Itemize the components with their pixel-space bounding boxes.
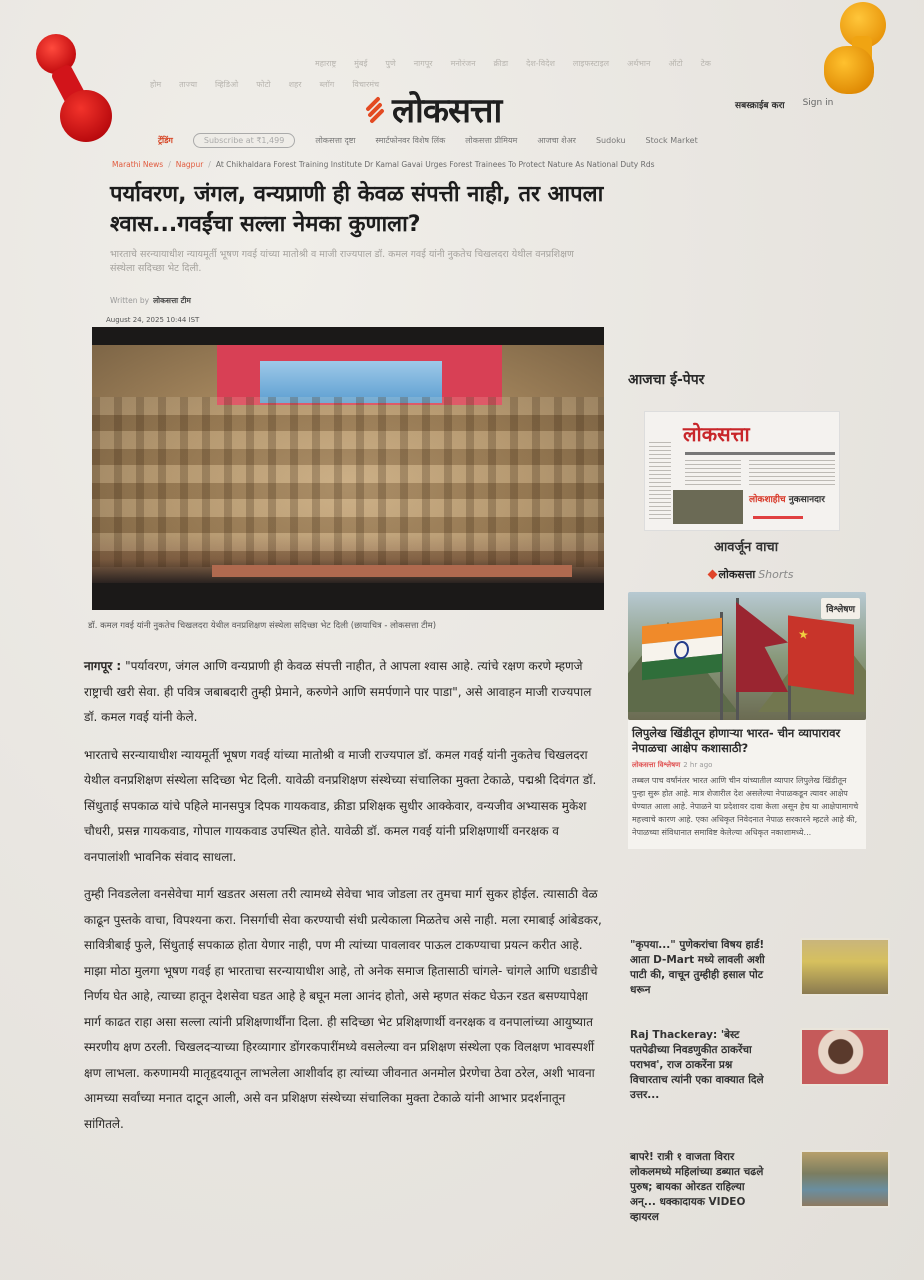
related-story-thumbnail[interactable]: [800, 938, 890, 996]
epaper-heading: आजचा ई-पेपर: [628, 372, 705, 388]
nav-item[interactable]: पुणे: [385, 59, 396, 68]
nav-item[interactable]: व्हिडिओ: [215, 80, 239, 89]
related-story-thumbnail[interactable]: [800, 1028, 890, 1086]
article-body: [84, 654, 604, 1149]
nav-item[interactable]: क्रीडा: [493, 59, 509, 68]
shorts-meta: लोकसत्ता विश्लेषण 2 hr ago: [632, 761, 713, 769]
india-flag-image: [642, 618, 722, 680]
subnav-item[interactable]: Sudoku: [595, 136, 626, 145]
nav-item[interactable]: नागपूर: [413, 59, 433, 68]
article-hero-image: [92, 327, 604, 610]
byline: [110, 296, 191, 306]
site-logo[interactable]: [362, 86, 501, 132]
loksatta-diamond-icon: [707, 570, 717, 580]
nav-item[interactable]: अर्थभान: [627, 59, 651, 68]
publish-date: August 24, 2025 10:44 IST: [106, 316, 200, 324]
shorts-image: [628, 592, 866, 720]
nav-item[interactable]: ऑटो: [668, 59, 683, 68]
epaper-logo: लोकसत्ता: [683, 422, 750, 446]
nav-item[interactable]: देश-विदेश: [526, 59, 555, 68]
image-caption: डॉ. कमल गवई यांनी नुकतेच चिखलदरा येथील वनप्रशिक्षण संस्थेला सदिच्छा भेट दिली (छायाचित्र - लोकसत्ता टीम): [88, 621, 437, 631]
written-by-label: Written by: [110, 296, 150, 305]
trending-label[interactable]: ट्रेंडिंग: [158, 136, 173, 145]
sign-in-link[interactable]: Sign in: [802, 98, 834, 108]
logo-text: लोकसत्ता: [392, 91, 502, 131]
article-dek: भारताचे सरन्यायाधीश न्यायमूर्ती भूषण गवई यांच्या मातोश्री व माजी राज्यपाल डॉ. कमल गवई यांनी नुकतेच चिखलदरा येथील वनप्रशिक्षण संस्थेला सदिच्छा भेट दिली.: [110, 249, 574, 274]
header-actions: [735, 98, 833, 111]
subscribe-pill-button[interactable]: Subscribe at ₹1,499: [193, 133, 295, 148]
yellow-pushpin: [818, 0, 898, 95]
article-title: पर्यावरण, जंगल, वन्यप्राणी ही केवळ संपत्ती नाही, तर आपला श्वास...गवईंचा सल्ला नेमका कुणाला?: [110, 182, 604, 237]
subnav-item[interactable]: Stock Market: [645, 136, 698, 145]
breadcrumb: Marathi News / Nagpur / At Chikhaldara Forest Training Institute Dr Kamal Gavai Urges Forest Trainees To Protect Nature As National Duty Rds: [112, 160, 655, 169]
epaper-thumbnail[interactable]: [644, 411, 840, 531]
related-story[interactable]: [630, 1150, 890, 1225]
analysis-badge: विश्लेषण: [821, 598, 860, 619]
shorts-heading[interactable]: लोकसत्ता Shorts: [612, 567, 890, 582]
related-story-thumbnail[interactable]: [800, 1150, 890, 1208]
related-story[interactable]: [630, 938, 890, 998]
nav-item[interactable]: ब्लॉग: [319, 80, 335, 89]
subnav-item[interactable]: लोकसत्ता प्रीमियम: [465, 136, 518, 145]
nav-item[interactable]: शहर: [288, 80, 302, 89]
related-story-title[interactable]: "कृपया..." पुणेकरांचा विषय हार्ड! आता D-Mart मध्ये लावली अशी पाटी की, वाचून तुम्हीही हसाल पोट धरून: [630, 939, 765, 996]
nav-item[interactable]: मुंबई: [354, 59, 368, 68]
subnav-item[interactable]: स्मार्टफोनवर विशेष लिंक: [375, 136, 446, 145]
red-pushpin: [36, 30, 116, 125]
nav-item[interactable]: ताज्या: [179, 80, 198, 89]
paragraph: नागपूर : "पर्यावरण, जंगल आणि वन्यप्राणी ही केवळ संपत्ती नाहीत, ते आपला श्वास आहे. त्यांचे रक्षण करणे म्हणजे राष्ट्राची खरी सेवा. ही पवित्र जबाबदारी तुम्ही प्रेमाने, करुणेने आणि समर्पणाने पार पाडा", असे आवाहन माजी राज्यपाल डॉ. कमल गवई यांनी केले.: [84, 659, 592, 724]
shorts-headline[interactable]: लिपुलेख खिंडीतून होणाऱ्या भारत- चीन व्यापारावर नेपाळचा आक्षेप कशासाठी?: [632, 726, 841, 755]
nav-item[interactable]: टेक: [700, 59, 711, 68]
nav-item[interactable]: होम: [150, 80, 162, 89]
related-story[interactable]: [630, 1028, 890, 1103]
nav-item[interactable]: लाइफस्टाइल: [572, 59, 610, 68]
china-flag-image: ★: [788, 615, 854, 694]
related-story-title[interactable]: बापरे! रात्री १ वाजता विरार लोकलमध्ये महिलांच्या डब्यात चढले पुरुष; बायका ओरडत राहिल्या अन्... धक्कादायक VIDEO व्हायरल: [630, 1151, 764, 1223]
author-link[interactable]: लोकसत्ता टीम: [153, 296, 191, 305]
nav-item[interactable]: फोटो: [256, 80, 271, 89]
nav-item[interactable]: महाराष्ट्र: [315, 59, 337, 68]
breadcrumb-item[interactable]: Nagpur: [175, 160, 204, 169]
shorts-card[interactable]: [628, 592, 866, 849]
sidebar: [622, 370, 890, 849]
paragraph: तुम्ही निवडलेला वनसेवेचा मार्ग खडतर असला तरी त्यामध्ये सेवेचा भाव जोडला तर तुमचा मार्ग सुकर होईल. त्यासाठी वेळ काढून पुस्तके वाचा, विपश्यना करा. निसर्गाची सेवा करण्याची संधी प्रत्येकाला मिळतेच असे नाही. मला रमाबाई आंबेडकर, सावित्रीबाई फुले, सिंधुताई सपकाळ होता येणार नाही, पण मी त्यांच्या पावलावर पाऊल टाकण्याचा प्रयत्न करीत आहे. माझा मोठा मुलगा भूषण गवई हा भारताचा सरन्यायाधीश आहे, तो अनेक समाज हितासाठी चांगले- चांगले आणि धडाडीचे निर्णय घेत आहे, त्याच्या हातून देशसेवा घडत आहे हे बघून मला आनंद होतो, असे म्हणत संकट घेऊन रडत बसण्यापेक्षा मार्ग काढत राहा असा सल्ला त्यांनी प्रशिक्षणार्थींना दिला. ही सदिच्छा भेट प्रशिक्षणार्थी वनरक्षक व वनपालांच्या आयुष्यात स्मरणीय क्षण ठरली. चिखलदऱ्याच्या हिरव्यागार डोंगरकपारींमध्ये वसलेल्या वन प्रशिक्षण संस्थेला एक विलक्षण भावस्पर्शी क्षण लाभला. करुणामयी मातृहृदयातून लाभलेला आशीर्वाद हा त्यांच्या जीवनात अनमोल प्रेरणेचा ठेवा ठरेल, अशी भावना आमच्या सर्वांच्या मनात दाटून आली, असे वन प्रशिक्षण संस्थेच्या संचालिका मुक्ता टेकाळे यांनी आभार प्रदर्शनातून सांगितले.: [84, 887, 602, 1131]
nav-item[interactable]: विचारमंच: [352, 80, 380, 89]
loksatta-mark-icon: [362, 96, 388, 122]
sub-nav: [158, 133, 698, 148]
epaper-headline: लोकशाहीच नुकसानदार: [749, 495, 825, 505]
breadcrumb-item[interactable]: Marathi News: [112, 160, 164, 169]
subscribe-link[interactable]: सबस्क्राईब करा: [735, 101, 785, 111]
subnav-item[interactable]: लोकसत्ता दृष्टा: [315, 136, 356, 145]
paragraph: भारताचे सरन्यायाधीश न्यायमूर्ती भूषण गवई यांच्या मातोश्री व माजी राज्यपाल डॉ. कमल गवई यांनी नुकतेच चिखलदरा येथील वनप्रशिक्षण संस्थेला सदिच्छा भेट दिली. यावेळी वनप्रशिक्षण संस्थेच्या संचालिका मुक्ता टेकाळे, पद्मश्री दिवंगत डॉ. सिंधुताई सपकाळ यांचे पहिले मानसपुत्र दिपक गायकवाड, क्रीडा प्रशिक्षक सुधीर आक्केवार, वन्यजीव अभ्यासक मुकेश चौधरी, प्रसन्न गायकवाड, गोपाल गायकवाड उपस्थित होते. यावेळी डॉ. कमल गवई यांनी प्रशिक्षणार्थी वनरक्षक व वनपालांशी भावनिक संवाद साधला.: [84, 747, 597, 864]
breadcrumb-current: At Chikhaldara Forest Training Institute Dr Kamal Gavai Urges Forest Trainees To Protect Nature As National Duty Rds: [215, 160, 655, 169]
dateline: नागपूर :: [84, 659, 122, 673]
shorts-excerpt: तब्बल पाच वर्षांनंतर भारत आणि चीन यांच्यातील व्यापार लिपुलेख खिंडीतून पुन्हा सुरू होत आहे. मात्र शेजारील देश असलेल्या नेपाळकडून त्यावर आक्षेप घेण्यात आला आहे. नेपाळने या प्रदेशावर दावा केला असून हेच या आक्षेपामागचे महत्त्वाचे कारण आहे. एका अधिकृत निवेदनात नेपाळ सरकारने म्हटले आहे की, नेपाळच्या संविधानात समाविष्ट केलेल्या अधिकृत नकाशामध्ये...: [632, 776, 859, 837]
related-story-title[interactable]: Raj Thackeray: 'बेस्ट पतपेढीच्या निवडणुकीत ठाकरेंचा पराभव', राज ठाकरेंना प्रश्न विचारताच त्यांनी एका वाक्यात दिले उत्तर...: [630, 1029, 764, 1101]
must-read-heading: आवर्जून वाचा: [713, 540, 779, 555]
subnav-item[interactable]: आजचा शेअर: [537, 136, 576, 145]
nav-item[interactable]: मनोरंजन: [450, 59, 476, 68]
